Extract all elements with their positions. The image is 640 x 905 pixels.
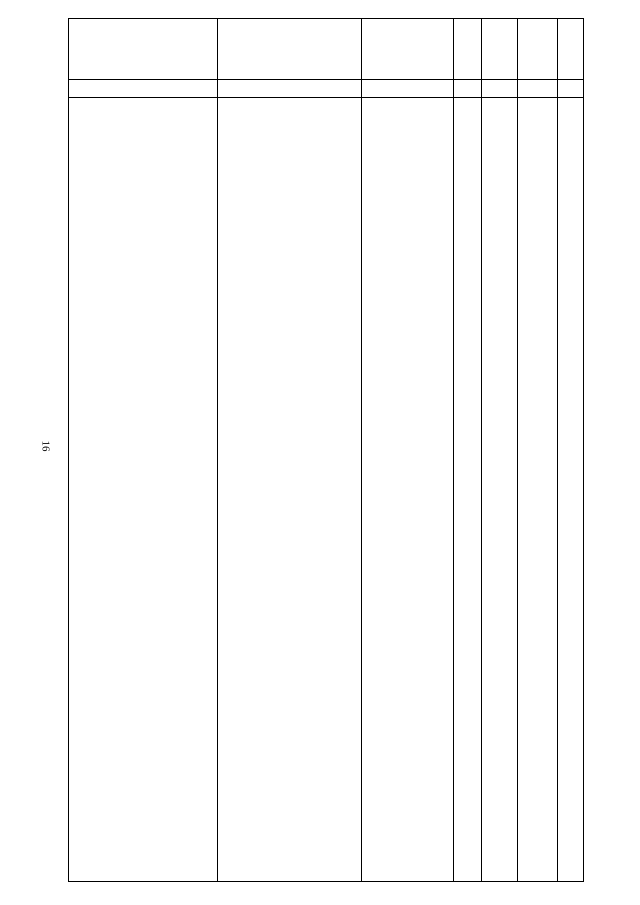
name-column-band — [361, 19, 454, 881]
header-row-band — [69, 19, 583, 80]
page-number: 16 — [39, 440, 52, 452]
document-table — [68, 18, 584, 882]
budget-codes-band — [69, 19, 218, 881]
column-number-band — [69, 79, 583, 98]
analytic-code-band — [217, 19, 362, 881]
fin-year-column-band — [481, 19, 518, 881]
unit-column-band — [453, 19, 482, 881]
years-band — [517, 19, 558, 881]
